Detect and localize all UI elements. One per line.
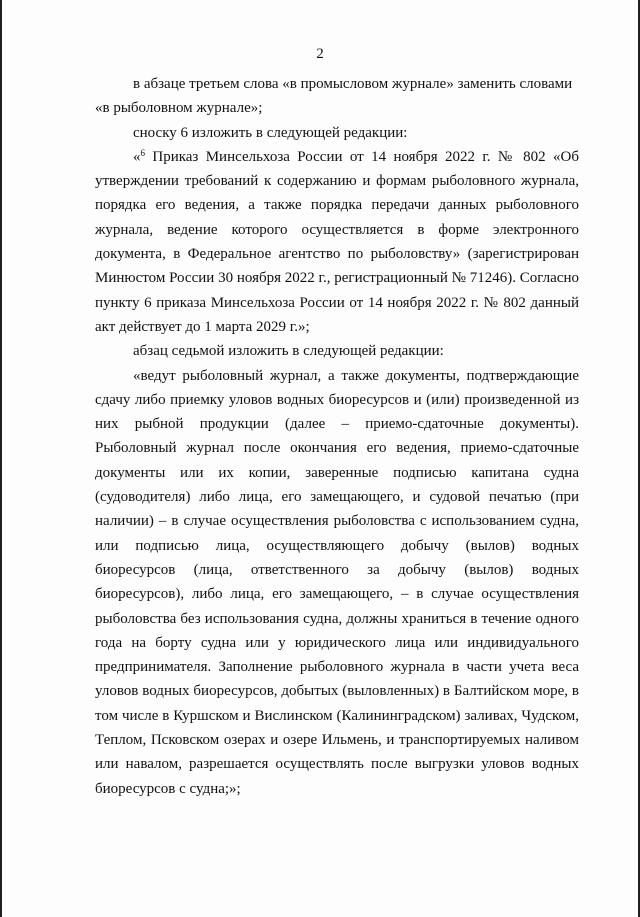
footnote-marker: 6 (140, 147, 145, 158)
paragraph-4 (95, 339, 579, 363)
paragraph-2-text: сноску 6 изложить в следующей редакции: (133, 124, 408, 141)
paragraph-2 (95, 121, 579, 145)
paragraph-1-continuation (95, 96, 579, 120)
footnote-6-text: Приказ Минсельхоза России от 14 ноября 2022 г. № 802 «Об утверждении требований к содержанию и формам рыболовного журнала, порядка его ведения, а также порядка передачи данных рыболовного журнала, ведение которого осуществляется в форме электронного документа, в Федеральное агентство по рыболовству» (зарегистрирован Минюстом России 30 ноября 2022 г., регистрационный № 71246). Согласно пункту 6 приказа Минсельхоза России от 14 ноября 2022 г. № 802 данный акт действует до 1 марта 2029 г.»; (95, 148, 579, 335)
paragraph-4-text: абзац седьмой изложить в следующей редакции: (133, 343, 444, 360)
paragraph-1 (95, 72, 579, 96)
paragraph-1-text: в абзаце третьем слова «в промысловом журнале» заменить словами (133, 76, 573, 92)
document-body (95, 72, 579, 801)
paragraph-1-continuation-text: «в рыболовном журнале»; (95, 100, 263, 117)
paragraph-5 (95, 364, 579, 801)
paragraph-5-text: «ведут рыболовный журнал, а также документы, подтверждающие сдачу либо приемку уловов водных биоресурсов и (или) произведенной из них рыбной продукции (далее – приемо-сдаточные документы). Рыболовный журнал после окончания его ведения, приемо-сдаточные документы или их копии, заверенные подписью капитана судна (судоводителя) либо лица, его замещающего, и судовой печатью (при наличии) – в случае осуществления рыболовства с использованием судна, или подписью лица, осуществляющего добычу (вылов) водных биоресурсов (лица, ответственного за добычу (вылов) водных биоресурсов), либо лица, его замещающего, – в случае осуществления рыболовства без использования судна, должны храниться в течение одного года на борту судна или у юридического лица или индивидуального предпринимателя. Заполнение рыболовного журнала в части учета веса уловов водных биоресурсов, добытых (выловленных) в Балтийском море, в том числе в Куршском и Вислинском (Калининградском) заливах, Чудском, Теплом, Псковском озерах и озере Ильмень, и транспортируемых наливом или навалом, разрешается осуществлять после выгрузки уловов водных биоресурсов с судна;»; (95, 367, 579, 797)
page-number: 2 (316, 46, 324, 62)
footnote-open-quote: « (133, 148, 141, 165)
footnote-6-paragraph (95, 145, 579, 339)
